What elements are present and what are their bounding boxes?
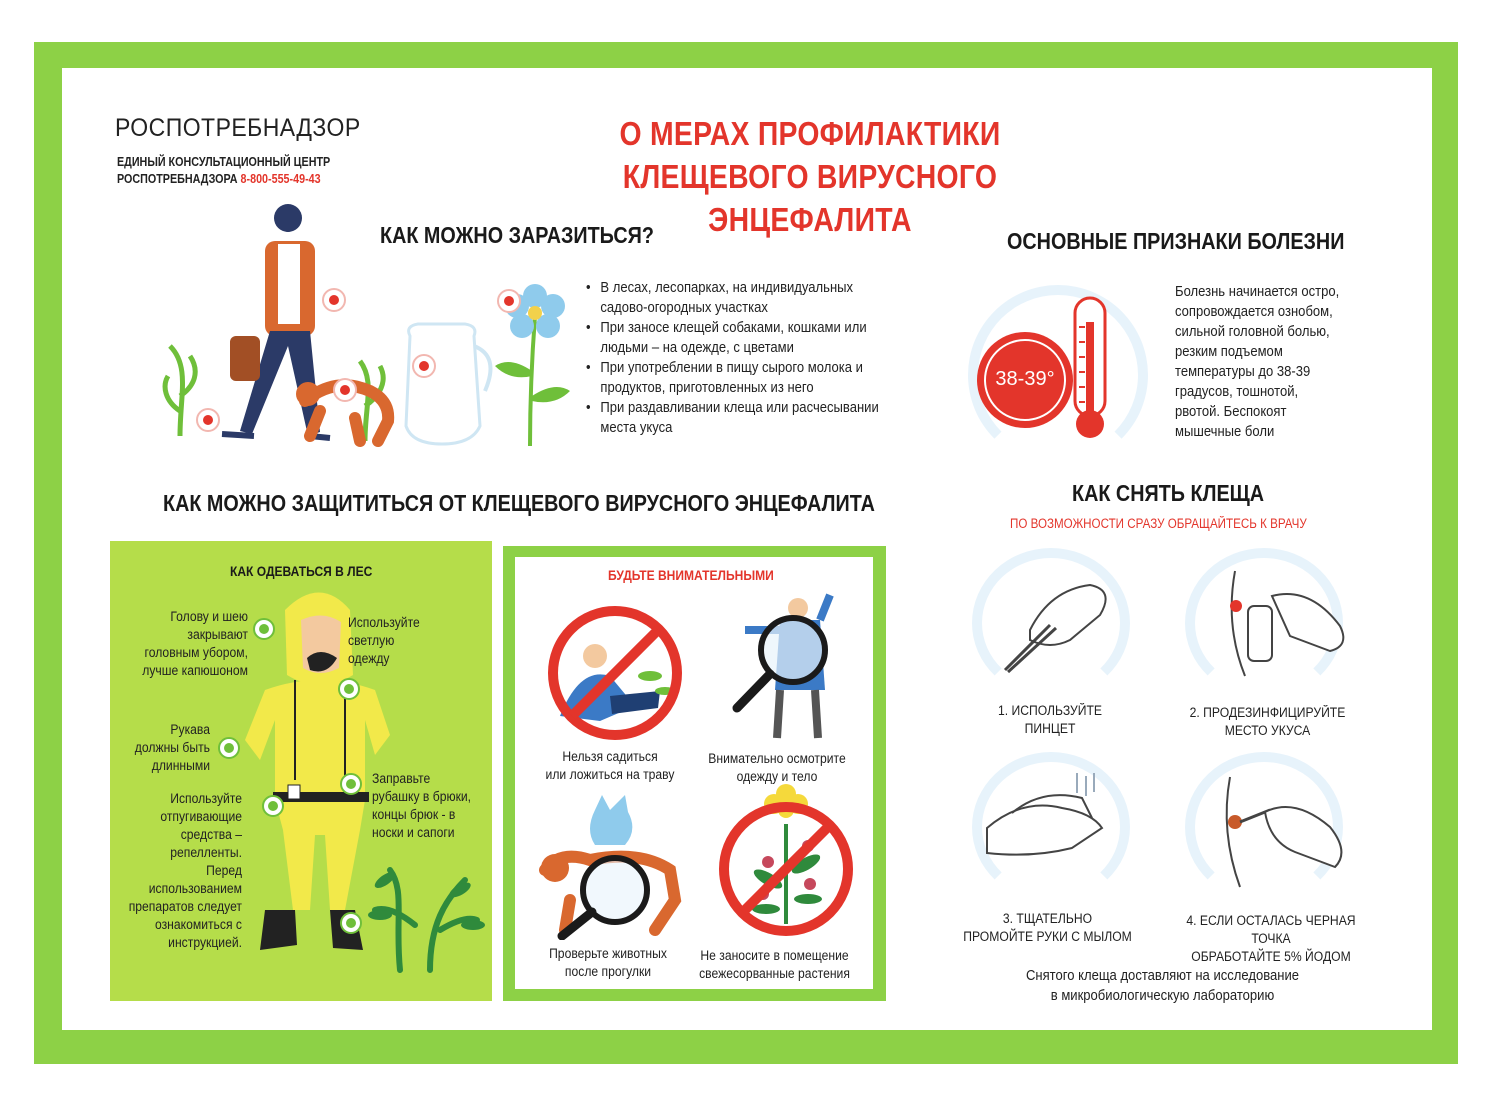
dress-marker xyxy=(338,678,360,700)
dress-marker xyxy=(340,773,362,795)
tick-marker xyxy=(412,354,436,378)
walker-illustration xyxy=(160,196,580,450)
infection-heading: КАК МОЖНО ЗАРАЗИТЬСЯ? xyxy=(380,222,654,248)
step-tweezers: 1. ИСПОЛЬЗУЙТЕ ПИНЦЕТ xyxy=(997,703,1103,736)
remove-subheading: ПО ВОЗМОЖНОСТИ СРАЗУ ОБРАЩАЙТЕСЬ К ВРАЧУ xyxy=(1010,516,1307,531)
tick-marker xyxy=(333,378,357,402)
dress-tip-sleeves: Рукава должны быть длинными xyxy=(134,722,210,773)
no-plants-icon xyxy=(708,784,863,939)
tip-no-sitting: Нельзя садиться или ложиться на траву xyxy=(545,749,675,782)
tweezers-icon xyxy=(990,570,1120,680)
tip-check-pets: Проверьте животных после прогулки xyxy=(549,946,667,979)
disinfect-icon xyxy=(1200,566,1360,686)
list-item: • В лесах, лесопарках, на индивидуальных садово-огородных участках xyxy=(586,278,883,318)
consult-center: ЕДИНЫЙ КОНСУЛЬТАЦИОННЫЙ ЦЕНТР РОСПОТРЕБНАДЗОРА 8-800-555-49-43 xyxy=(117,155,331,186)
attentive-heading: БУДЬТЕ ВНИМАТЕЛЬНЫМИ xyxy=(608,567,774,583)
temperature-value: 38-39° xyxy=(995,368,1055,390)
iodine-icon xyxy=(1200,772,1360,892)
dress-marker xyxy=(262,795,284,817)
step-wash: 3. ТЩАТЕЛЬНО ПРОМОЙТЕ РУКИ С МЫЛОМ xyxy=(963,911,1132,944)
wash-hands-icon xyxy=(982,768,1132,888)
dress-marker xyxy=(218,737,240,759)
remove-heading: КАК СНЯТЬ КЛЕЩА xyxy=(1072,480,1265,506)
brand-name: РОСПОТРЕБНАДЗОР xyxy=(115,114,361,142)
step-iodine: 4. ЕСЛИ ОСТАЛАСЬ ЧЕРНАЯ ТОЧКА ОБРАБОТАЙТЕ 5% ЙОДОМ xyxy=(1186,913,1356,964)
tick-marker xyxy=(497,289,521,313)
tick-marker xyxy=(196,408,220,432)
step-disinfect: 2. ПРОДЕЗИНФИЦИРУЙТЕ МЕСТО УКУСА xyxy=(1189,705,1346,738)
hotline-phone: 8-800-555-49-43 xyxy=(240,172,321,186)
symptoms-heading: ОСНОВНЫЕ ПРИЗНАКИ БОЛЕЗНИ xyxy=(1007,228,1345,254)
protect-heading: КАК МОЖНО ЗАЩИТИТЬСЯ ОТ КЛЕЩЕВОГО ВИРУСНОГО ЭНЦЕФАЛИТА xyxy=(163,490,875,516)
remove-footer: Снятого клеща доставляют на исследование в микробиологическую лабораторию xyxy=(1025,968,1300,1004)
page-title: О МЕРАХ ПРОФИЛАКТИКИ КЛЕЩЕВОГО ВИРУСНОГО ЭНЦЕФАЛИТА xyxy=(619,115,1001,238)
dress-marker xyxy=(340,912,362,934)
magnifier-person-icon xyxy=(725,590,855,745)
tip-no-plants: Не заносите в помещение свежесорванные растения xyxy=(699,948,850,981)
dress-tip-repellent: Используйте отпугивающие средства – репелленты. Перед использованием препаратов следует ознакомиться с инструкцией. xyxy=(128,791,242,950)
no-sitting-icon xyxy=(540,596,690,746)
list-item: • При раздавливании клеща или расчесывании места укуса xyxy=(586,398,883,438)
symptoms-text: Болезнь начинается остро, сопровождается ознобом, сильной головной болью, резким подъемом температуры до 38-39 градусов, тошнотой, рвотой. Беспокоят мышечные боли xyxy=(1175,284,1340,440)
dress-tip-light: Используйте светлую одежду xyxy=(348,615,420,666)
list-item: • При заносе клещей собаками, кошками или людьми – на одежде, с цветами xyxy=(586,318,883,358)
infection-list xyxy=(586,278,883,438)
dress-tip-tuck: Заправьте рубашку в брюки, концы брюк - в носки и сапоги xyxy=(372,771,472,840)
tip-inspect: Внимательно осмотрите одежду и тело xyxy=(708,751,846,784)
dress-heading: КАК ОДЕВАТЬСЯ В ЛЕС xyxy=(230,563,373,579)
list-item: • При употреблении в пищу сырого молока и продуктов, приготовленных из него xyxy=(586,358,883,398)
pet-check-icon xyxy=(530,790,690,940)
dress-marker xyxy=(253,618,275,640)
dress-tip-head: Голову и шею закрывают головным убором, лучше капюшоном xyxy=(142,609,248,678)
tick-marker xyxy=(322,288,346,312)
